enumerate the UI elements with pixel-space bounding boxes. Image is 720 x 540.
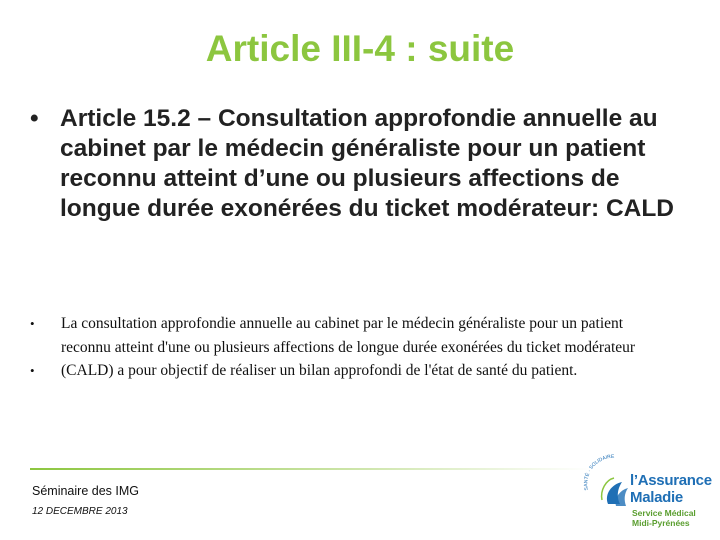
- logo-service-line2: Midi-Pyrénées: [632, 518, 690, 528]
- footer-event: Séminaire des IMG: [32, 484, 139, 498]
- logo-arc-text: SANTÉ · SOLIDAIRE: [583, 453, 615, 491]
- bullet-marker: •: [30, 105, 39, 132]
- main-bullet-text: Article 15.2 – Consultation approfondie annuelle au cabinet par le médecin généraliste pour un patient reconnu atteint d’une ou plusieurs affections de longue durée exonérées du ticket modérateur: CALD: [60, 105, 674, 222]
- sub-bullet-marker: •: [30, 363, 35, 378]
- logo-service-line1: Service Médical: [632, 508, 696, 518]
- footer-divider: [30, 468, 590, 470]
- logo-name-line1: l’Assurance: [630, 472, 712, 489]
- slide-title: Article III-4 : suite: [205, 28, 515, 69]
- footer-date: 12 DECEMBRE 2013: [32, 506, 128, 517]
- sub-bullet-marker: •: [30, 316, 35, 331]
- logo-service: [632, 508, 696, 528]
- assurance-maladie-logo: [582, 450, 716, 534]
- logo-name-line2: Maladie: [630, 489, 683, 506]
- logo-name: [630, 472, 712, 506]
- sub-bullet-text: La consultation approfondie annuelle au cabinet par le médecin généraliste pour un patient reconnu atteint d'une ou plusieurs affections de longue durée exonérées du ticket modérateur (CALD) a pour objectif de réaliser un bilan approfondi de l'état de santé du patient.: [61, 315, 636, 379]
